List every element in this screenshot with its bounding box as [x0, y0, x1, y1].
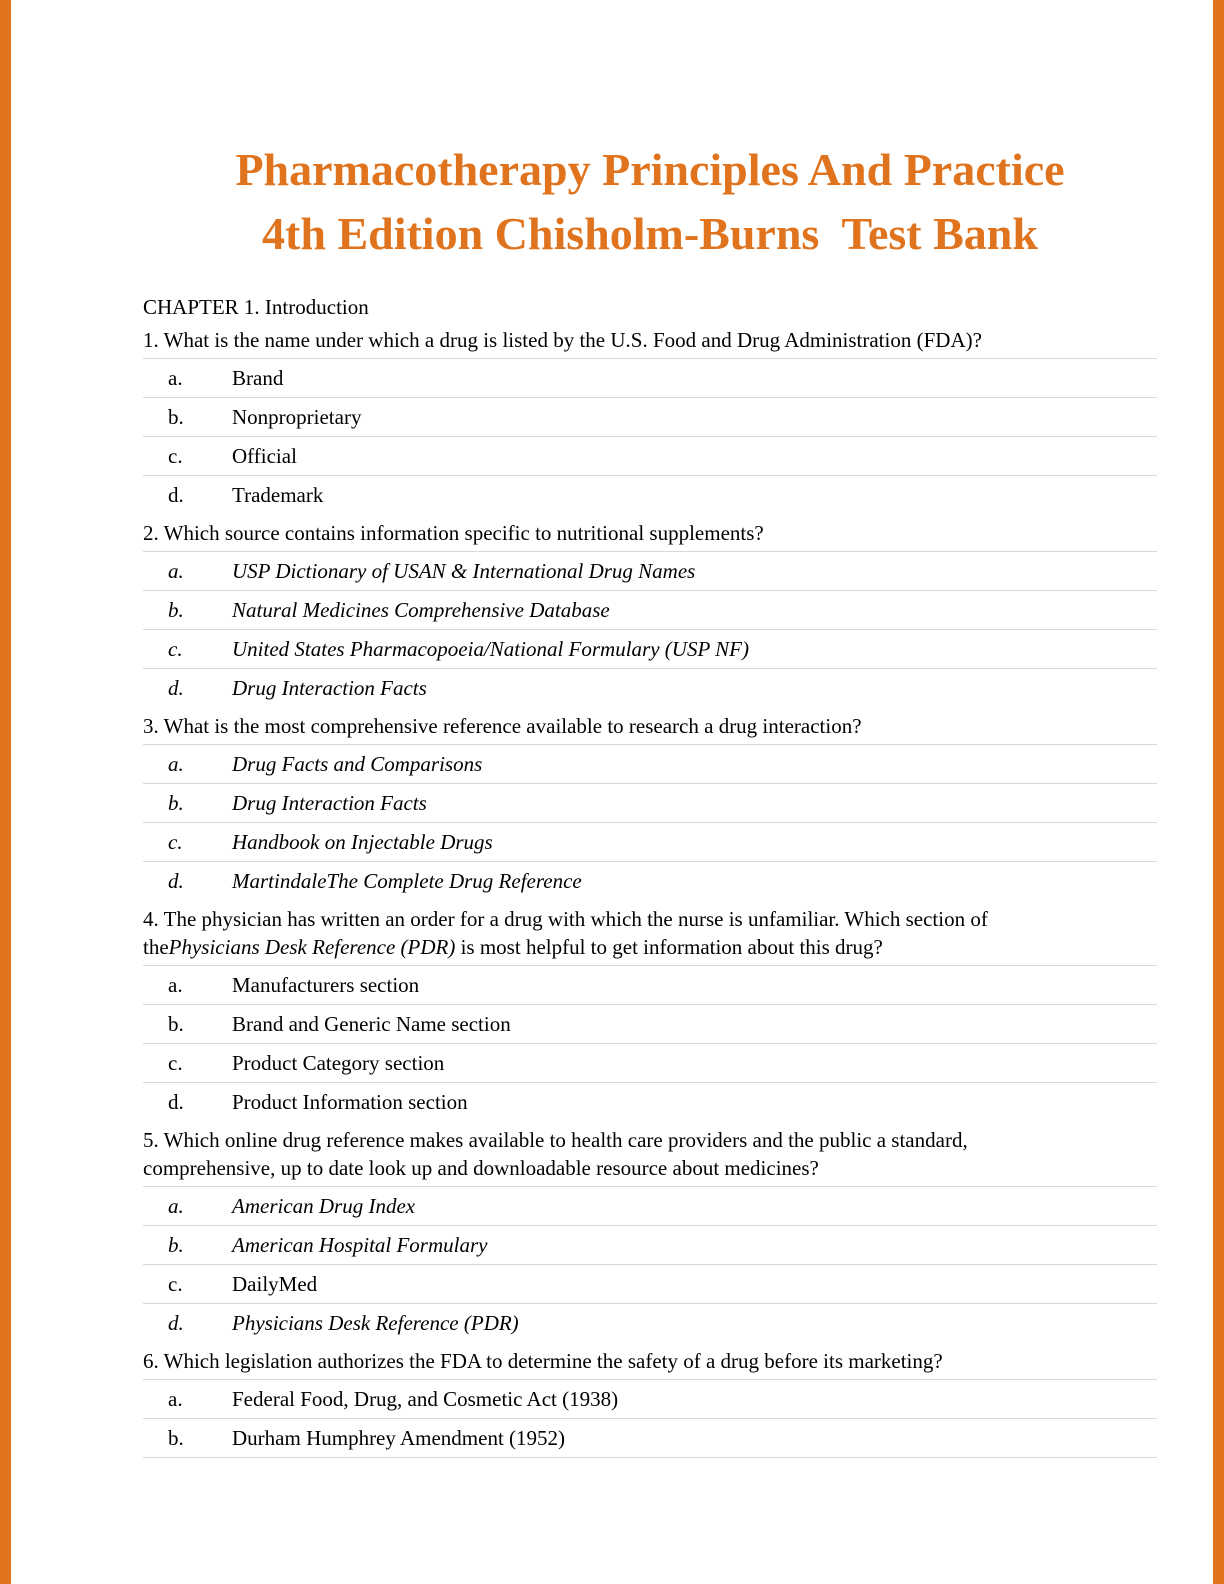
- option-letter: c.: [168, 1050, 183, 1075]
- option-letter: d.: [168, 868, 184, 893]
- option-text: Physicians Desk Reference (PDR): [232, 1310, 519, 1335]
- option-text: Brand: [232, 365, 284, 390]
- question-text-segment: Which online drug reference makes available to health care providers and the public a standard, comprehensive, up to date look up and downloadable resource about medicines?: [143, 1127, 968, 1180]
- option-text: Official: [232, 443, 297, 468]
- answer-option-row: [143, 1264, 1157, 1303]
- question-number: 3.: [143, 713, 159, 738]
- question-text: [143, 326, 1073, 354]
- answer-option-row: [143, 783, 1157, 822]
- question-number: 6.: [143, 1348, 159, 1373]
- question-text-segment: Which legislation authorizes the FDA to determine the safety of a drug before its marketing?: [163, 1348, 943, 1373]
- option-letter: a.: [168, 972, 183, 997]
- option-text: MartindaleThe Complete Drug Reference: [232, 868, 582, 893]
- question-text: [143, 519, 1073, 547]
- option-text: American Hospital Formulary: [232, 1232, 488, 1257]
- answer-option-row: [143, 436, 1157, 475]
- questions-list: [143, 326, 1157, 1457]
- option-text: Drug Interaction Facts: [232, 790, 427, 815]
- option-text: Federal Food, Drug, and Cosmetic Act (1938): [232, 1386, 619, 1411]
- option-letter: c.: [168, 829, 183, 854]
- answer-option-row: [143, 1303, 1157, 1342]
- question-number: 2.: [143, 520, 159, 545]
- question-number: 4.: [143, 906, 159, 931]
- question-text-segment: Which source contains information specific to nutritional supplements?: [163, 520, 764, 545]
- option-text: American Drug Index: [232, 1193, 416, 1218]
- answer-option-row: [143, 965, 1157, 1004]
- answer-option-row: [143, 1418, 1157, 1457]
- question-text: [143, 712, 1073, 740]
- option-text: Product Category section: [232, 1050, 445, 1075]
- option-letter: a.: [168, 365, 183, 390]
- answer-option-row: [143, 1043, 1157, 1082]
- question-text: [143, 905, 1073, 961]
- option-text: Drug Interaction Facts: [232, 675, 427, 700]
- option-letter: c.: [168, 443, 183, 468]
- question-text-segment: The physician has written an order for a drug with which the nurse is unfamiliar. Which section of the: [143, 906, 988, 959]
- option-letter: a.: [168, 751, 184, 776]
- answer-option-row: [143, 822, 1157, 861]
- option-text: Nonproprietary: [232, 404, 362, 429]
- left-border-bar: [0, 0, 11, 1584]
- option-letter: b.: [168, 1232, 184, 1257]
- question-text: [143, 1126, 1073, 1182]
- option-text: Trademark: [232, 482, 324, 507]
- question-text-segment: What is the most comprehensive reference available to research a drug interaction?: [163, 713, 862, 738]
- answer-option-row: [143, 668, 1157, 707]
- option-letter: d.: [168, 1089, 184, 1114]
- answer-option-row: [143, 475, 1157, 514]
- answer-option-row: [143, 1379, 1157, 1418]
- option-text: Durham Humphrey Amendment (1952): [232, 1425, 566, 1450]
- question-text: [143, 1347, 1073, 1375]
- option-letter: c.: [168, 1271, 183, 1296]
- answer-option-row: [143, 358, 1157, 397]
- option-text: Manufacturers section: [232, 972, 420, 997]
- row-divider: [143, 1457, 1157, 1458]
- option-text: Product Information section: [232, 1089, 468, 1114]
- option-text: Brand and Generic Name section: [232, 1011, 511, 1036]
- option-letter: d.: [168, 1310, 184, 1335]
- option-letter: b.: [168, 404, 184, 429]
- document-title: [143, 138, 1157, 267]
- question-number: 5.: [143, 1127, 159, 1152]
- question-text-segment: Physicians Desk Reference (PDR): [168, 934, 456, 959]
- option-letter: b.: [168, 790, 184, 815]
- answer-option-row: [143, 629, 1157, 668]
- answer-option-row: [143, 1004, 1157, 1043]
- option-letter: a.: [168, 1193, 184, 1218]
- question-number: 1.: [143, 327, 159, 352]
- question-text-segment: What is the name under which a drug is listed by the U.S. Food and Drug Administration (FDA)?: [163, 327, 982, 352]
- option-letter: b.: [168, 1011, 184, 1036]
- option-text: Drug Facts and Comparisons: [232, 751, 483, 776]
- title-line-2: 4th Edition Chisholm-Burns Test Bank: [262, 208, 1038, 260]
- answer-option-row: [143, 744, 1157, 783]
- title-line-1: Pharmacotherapy Principles And Practice: [235, 144, 1065, 195]
- chapter-heading: CHAPTER 1. Introduction: [143, 294, 369, 319]
- option-text: DailyMed: [232, 1271, 318, 1296]
- option-letter: d.: [168, 675, 184, 700]
- right-border-bar: [1213, 0, 1224, 1584]
- option-letter: b.: [168, 597, 184, 622]
- answer-option-row: [143, 397, 1157, 436]
- option-letter: a.: [168, 1386, 183, 1411]
- answer-option-row: [143, 1186, 1157, 1225]
- answer-option-row: [143, 1225, 1157, 1264]
- answer-option-row: [143, 861, 1157, 900]
- option-text: Natural Medicines Comprehensive Database: [232, 597, 610, 622]
- option-letter: c.: [168, 636, 183, 661]
- answer-option-row: [143, 551, 1157, 590]
- option-text: United States Pharmacopoeia/National Formulary (USP NF): [232, 636, 749, 661]
- answer-option-row: [143, 1082, 1157, 1121]
- option-letter: a.: [168, 558, 184, 583]
- option-text: USP Dictionary of USAN & International Drug Names: [232, 558, 696, 583]
- option-letter: b.: [168, 1425, 184, 1450]
- option-letter: d.: [168, 482, 184, 507]
- answer-option-row: [143, 590, 1157, 629]
- option-text: Handbook on Injectable Drugs: [232, 829, 493, 854]
- question-text-segment: is most helpful to get information about this drug?: [455, 934, 883, 959]
